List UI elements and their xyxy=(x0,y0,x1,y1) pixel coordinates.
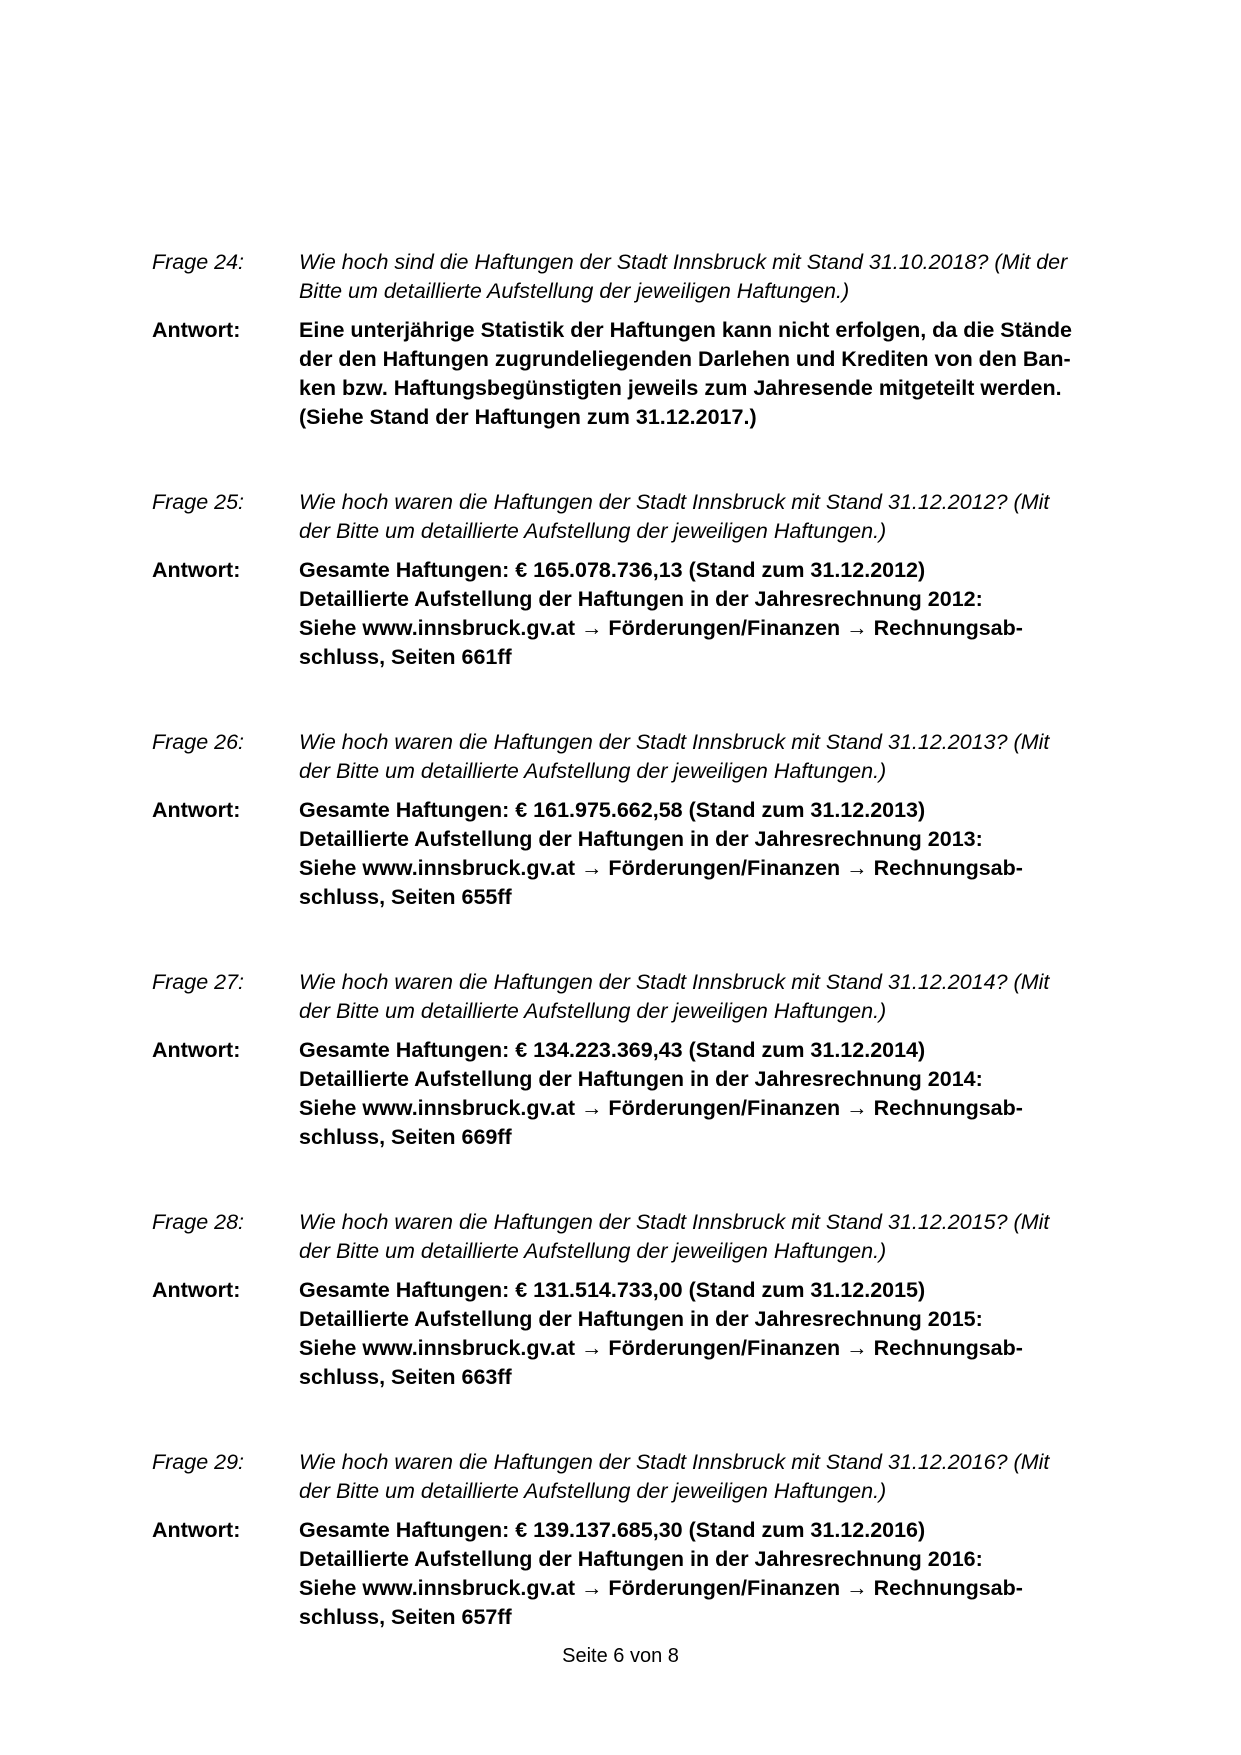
text-line: Detaillierte Aufstellung der Haftungen in der Jahresrechnung 2014: xyxy=(299,1067,983,1091)
qa-block-27 xyxy=(152,968,1112,1152)
text-line: Gesamte Haftungen: € 165.078.736,13 (Stand zum 31.12.2012) xyxy=(299,558,926,582)
text-line: schluss, Seiten 657ff xyxy=(299,1605,512,1629)
answer-label: Antwort: xyxy=(152,318,241,342)
question xyxy=(152,488,1112,546)
text-line: schluss, Seiten 661ff xyxy=(299,645,512,669)
answer-text xyxy=(299,316,1112,432)
text-line: Bitte um detaillierte Aufstellung der jeweiligen Haftungen.) xyxy=(299,279,850,303)
answer-label: Antwort: xyxy=(152,558,241,582)
text-line: Eine unterjährige Statistik der Haftungen kann nicht erfolgen, da die Stände xyxy=(299,318,1072,342)
question-label: Frage 25: xyxy=(152,490,245,514)
answer xyxy=(152,1036,1112,1152)
answer xyxy=(152,1276,1112,1392)
text-line: Detaillierte Aufstellung der Haftungen in der Jahresrechnung 2013: xyxy=(299,827,983,851)
text-line: der Bitte um detaillierte Aufstellung der jeweiligen Haftungen.) xyxy=(299,999,887,1023)
answer-text xyxy=(299,1036,1112,1152)
text-line: Gesamte Haftungen: € 131.514.733,00 (Stand zum 31.12.2015) xyxy=(299,1278,926,1302)
answer xyxy=(152,796,1112,912)
answer xyxy=(152,556,1112,672)
question-text xyxy=(299,1448,1112,1506)
question xyxy=(152,728,1112,786)
answer xyxy=(152,316,1112,432)
text-line: der Bitte um detaillierte Aufstellung der jeweiligen Haftungen.) xyxy=(299,759,887,783)
question-label: Frage 28: xyxy=(152,1210,245,1234)
answer-text xyxy=(299,1276,1112,1392)
text-line: schluss, Seiten 669ff xyxy=(299,1125,512,1149)
question xyxy=(152,248,1112,306)
text-line: der Bitte um detaillierte Aufstellung der jeweiligen Haftungen.) xyxy=(299,519,887,543)
question xyxy=(152,1208,1112,1266)
text-line: der den Haftungen zugrundeliegenden Darlehen und Krediten von den Ban- xyxy=(299,347,1071,371)
answer-label: Antwort: xyxy=(152,798,241,822)
page-number: Seite 6 von 8 xyxy=(562,1645,679,1667)
text-line: Detaillierte Aufstellung der Haftungen in der Jahresrechnung 2016: xyxy=(299,1547,983,1571)
answer-label: Antwort: xyxy=(152,1038,241,1062)
text-line: der Bitte um detaillierte Aufstellung der jeweiligen Haftungen.) xyxy=(299,1479,887,1503)
question-label: Frage 24: xyxy=(152,250,245,274)
text-line: ken bzw. Haftungsbegünstigten jeweils zum Jahresende mitgeteilt werden. xyxy=(299,376,1062,400)
answer-label: Antwort: xyxy=(152,1278,241,1302)
qa-block-24 xyxy=(152,248,1112,432)
text-line: Wie hoch sind die Haftungen der Stadt Innsbruck mit Stand 31.10.2018? (Mit der xyxy=(299,250,1068,274)
question-text xyxy=(299,1208,1112,1266)
qa-block-28 xyxy=(152,1208,1112,1392)
text-line: schluss, Seiten 663ff xyxy=(299,1365,512,1389)
question-label: Frage 29: xyxy=(152,1450,245,1474)
answer-text xyxy=(299,1516,1112,1632)
question xyxy=(152,1448,1112,1506)
text-line: Siehe www.innsbruck.gv.at → Förderungen/Finanzen → Rechnungsab- xyxy=(299,1336,1023,1360)
text-line: Detaillierte Aufstellung der Haftungen in der Jahresrechnung 2015: xyxy=(299,1307,983,1331)
text-line: Gesamte Haftungen: € 134.223.369,43 (Stand zum 31.12.2014) xyxy=(299,1038,926,1062)
question-label: Frage 26: xyxy=(152,730,245,754)
text-line: Siehe www.innsbruck.gv.at → Förderungen/Finanzen → Rechnungsab- xyxy=(299,856,1023,880)
answer-text xyxy=(299,556,1112,672)
question-text xyxy=(299,968,1112,1026)
qa-block-26 xyxy=(152,728,1112,912)
text-line: Siehe www.innsbruck.gv.at → Förderungen/Finanzen → Rechnungsab- xyxy=(299,1576,1023,1600)
text-line: Wie hoch waren die Haftungen der Stadt Innsbruck mit Stand 31.12.2016? (Mit xyxy=(299,1450,1050,1474)
answer xyxy=(152,1516,1112,1632)
question-text xyxy=(299,728,1112,786)
answer-label: Antwort: xyxy=(152,1518,241,1542)
question-label: Frage 27: xyxy=(152,970,245,994)
text-line: der Bitte um detaillierte Aufstellung der jeweiligen Haftungen.) xyxy=(299,1239,887,1263)
text-line: Wie hoch waren die Haftungen der Stadt Innsbruck mit Stand 31.12.2012? (Mit xyxy=(299,490,1050,514)
text-line: (Siehe Stand der Haftungen zum 31.12.2017.) xyxy=(299,405,757,429)
qa-block-29 xyxy=(152,1448,1112,1632)
text-line: Siehe www.innsbruck.gv.at → Förderungen/Finanzen → Rechnungsab- xyxy=(299,616,1023,640)
text-line: Siehe www.innsbruck.gv.at → Förderungen/Finanzen → Rechnungsab- xyxy=(299,1096,1023,1120)
text-line: Wie hoch waren die Haftungen der Stadt Innsbruck mit Stand 31.12.2015? (Mit xyxy=(299,1210,1050,1234)
question-text xyxy=(299,248,1112,306)
text-line: Gesamte Haftungen: € 161.975.662,58 (Stand zum 31.12.2013) xyxy=(299,798,926,822)
text-line: Wie hoch waren die Haftungen der Stadt Innsbruck mit Stand 31.12.2014? (Mit xyxy=(299,970,1050,994)
text-line: Detaillierte Aufstellung der Haftungen in der Jahresrechnung 2012: xyxy=(299,587,983,611)
text-line: schluss, Seiten 655ff xyxy=(299,885,512,909)
question xyxy=(152,968,1112,1026)
qa-block-25 xyxy=(152,488,1112,672)
text-line: Gesamte Haftungen: € 139.137.685,30 (Stand zum 31.12.2016) xyxy=(299,1518,926,1542)
answer-text xyxy=(299,796,1112,912)
question-text xyxy=(299,488,1112,546)
text-line: Wie hoch waren die Haftungen der Stadt Innsbruck mit Stand 31.12.2013? (Mit xyxy=(299,730,1050,754)
